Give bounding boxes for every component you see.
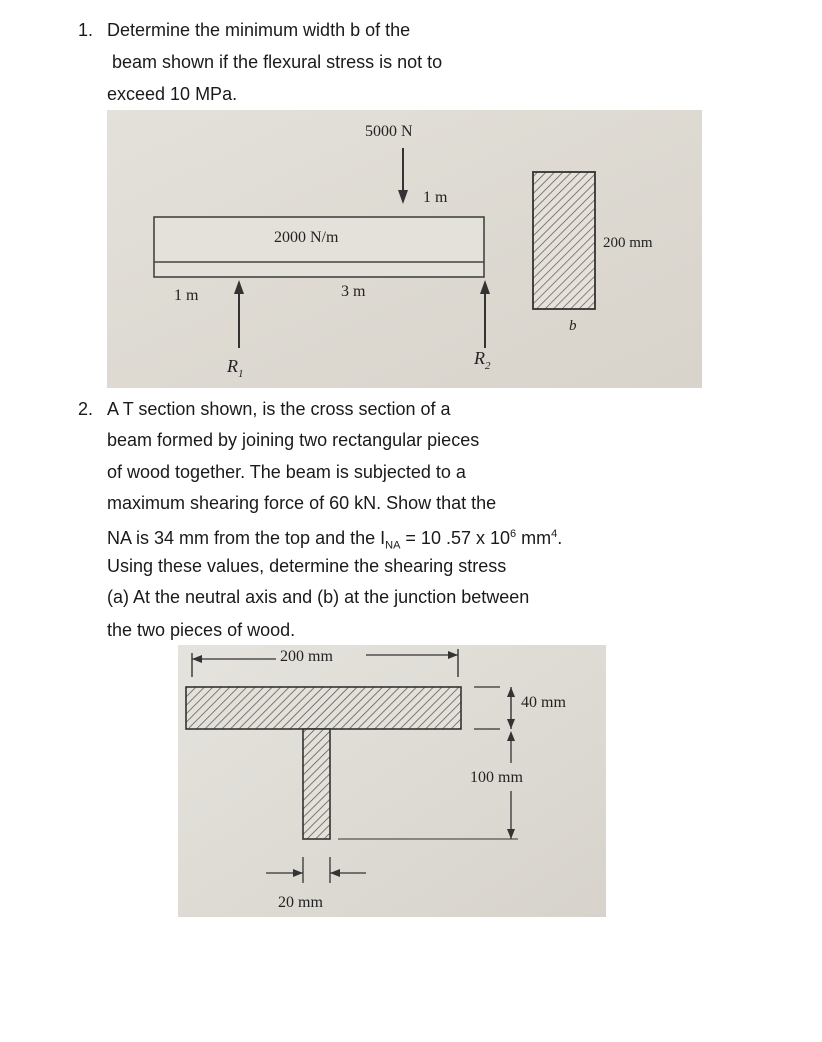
problem2-line-2: beam formed by joining two rectangular pieces (107, 430, 480, 450)
cross-section-rect (533, 172, 595, 309)
problem2-line-8: the two pieces of wood. (107, 620, 296, 640)
problem1-line-2: beam shown if the flexural stress is not to (112, 52, 443, 72)
flange (186, 687, 461, 729)
problem1-line-1: Determine the minimum width b of the (107, 20, 411, 40)
problem2-line-6: Using these values, determine the shearing stress (107, 556, 507, 576)
problem2-line-3: of wood together. The beam is subjected to a (107, 462, 466, 482)
label-web-height: 100 mm (470, 769, 523, 786)
label-section-height: 200 mm (603, 235, 653, 251)
label-web-width: 20 mm (278, 894, 323, 911)
label-distributed-load: 2000 N/m (274, 229, 339, 246)
label-section-width: b (569, 318, 577, 334)
problem1-line-3: exceed 10 MPa. (107, 84, 238, 104)
problem1-number: 1. (78, 20, 94, 40)
label-load-point: 5000 N (365, 123, 413, 140)
na-line-sup1: 6 (510, 528, 517, 540)
problem2-line-1: A T section shown, is the cross section of a (107, 399, 451, 419)
t-section-diagram (178, 645, 606, 917)
problem2-line-7: (a) At the neutral axis and (b) at the junction between (107, 587, 530, 607)
na-line-end: . (557, 528, 563, 548)
na-line-sup2: 4 (551, 528, 558, 540)
problem2-number: 2. (78, 399, 94, 419)
problem2-line-4: maximum shearing force of 60 kN. Show that the (107, 493, 497, 513)
na-line-mid: = 10 .57 x 10 (400, 528, 511, 548)
beam-diagram (107, 110, 702, 388)
na-line-pre: NA is 34 mm from the top and the I (107, 528, 386, 548)
label-flange-width: 200 mm (280, 648, 333, 665)
beam-figure-photo (107, 110, 702, 388)
na-line-unit: mm (516, 528, 552, 548)
na-line-sub: NA (385, 539, 401, 552)
t-section-figure-photo (178, 645, 606, 917)
beam (154, 217, 484, 277)
web (303, 729, 330, 839)
problem2-na-line (107, 523, 562, 557)
label-3m: 3 m (341, 283, 366, 300)
label-1m-top: 1 m (423, 189, 448, 206)
label-1m-left: 1 m (174, 287, 199, 304)
label-r1: R (227, 356, 238, 376)
label-flange-thickness: 40 mm (521, 694, 566, 711)
label-r2: R (474, 348, 485, 368)
label-r2-sub: 2 (485, 360, 491, 372)
label-r1-sub: 1 (238, 368, 244, 380)
